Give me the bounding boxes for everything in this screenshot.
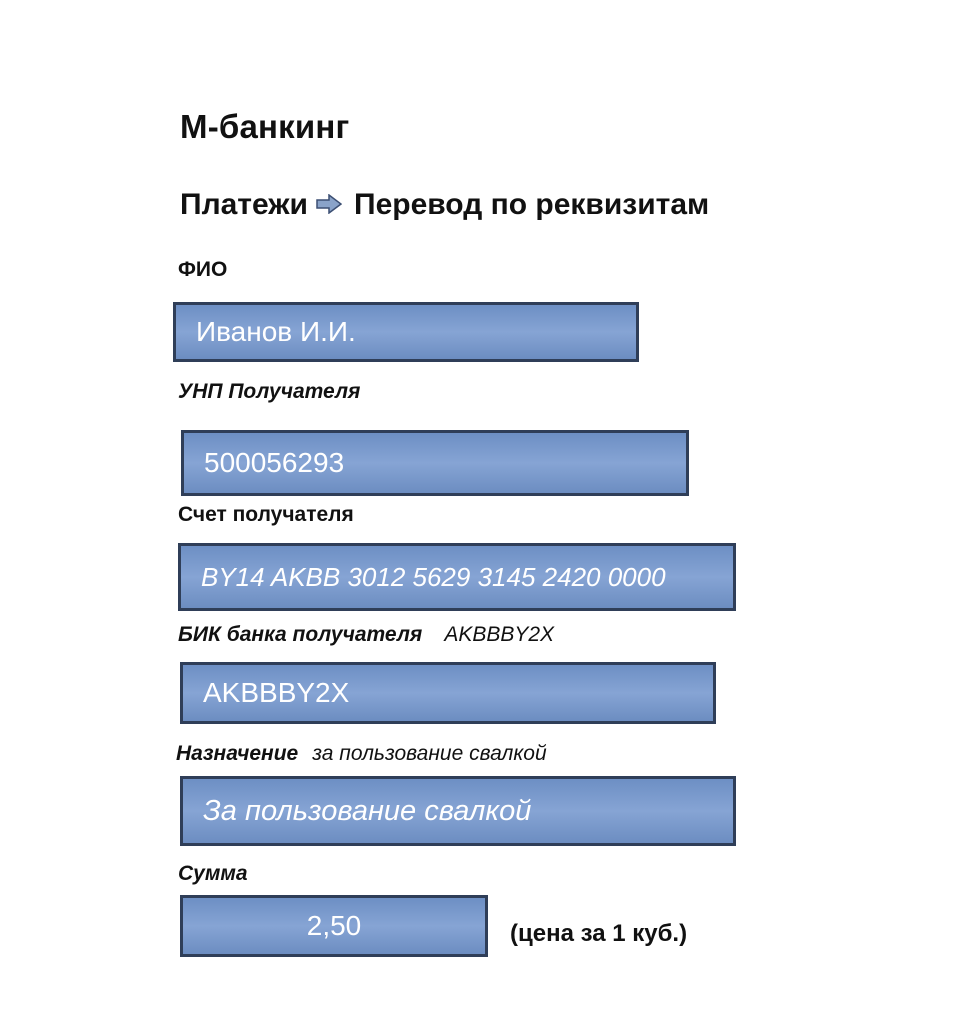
breadcrumb-section[interactable]: Платежи bbox=[180, 188, 308, 221]
fio-input[interactable]: Иванов И.И. bbox=[173, 302, 639, 362]
bik-input[interactable]: AKBBBY2X bbox=[180, 662, 716, 724]
purpose-label: Назначение bbox=[176, 742, 299, 765]
arrow-right-icon bbox=[316, 188, 342, 222]
account-label: Счет получателя bbox=[178, 503, 354, 526]
unp-label: УНП Получателя bbox=[178, 380, 361, 403]
bik-hint: AKBBBY2X bbox=[444, 623, 555, 646]
unp-input[interactable]: 500056293 bbox=[181, 430, 689, 496]
account-input[interactable]: BY14 AKBB 3012 5629 3145 2420 0000 bbox=[178, 543, 736, 611]
app-title: М-банкинг bbox=[180, 108, 350, 145]
amount-note: (цена за 1 куб.) bbox=[510, 920, 688, 947]
amount-label: Сумма bbox=[178, 862, 248, 885]
bik-label-row bbox=[178, 623, 554, 647]
fio-label: ФИО bbox=[178, 258, 228, 281]
purpose-input[interactable]: За пользование свалкой bbox=[180, 776, 736, 846]
bik-label: БИК банка получателя bbox=[178, 623, 423, 646]
purpose-hint: за пользование свалкой bbox=[312, 742, 547, 765]
breadcrumb bbox=[180, 188, 709, 222]
purpose-label-row bbox=[176, 742, 547, 766]
breadcrumb-page: Перевод по реквизитам bbox=[354, 188, 710, 221]
amount-input[interactable]: 2,50 bbox=[180, 895, 488, 957]
